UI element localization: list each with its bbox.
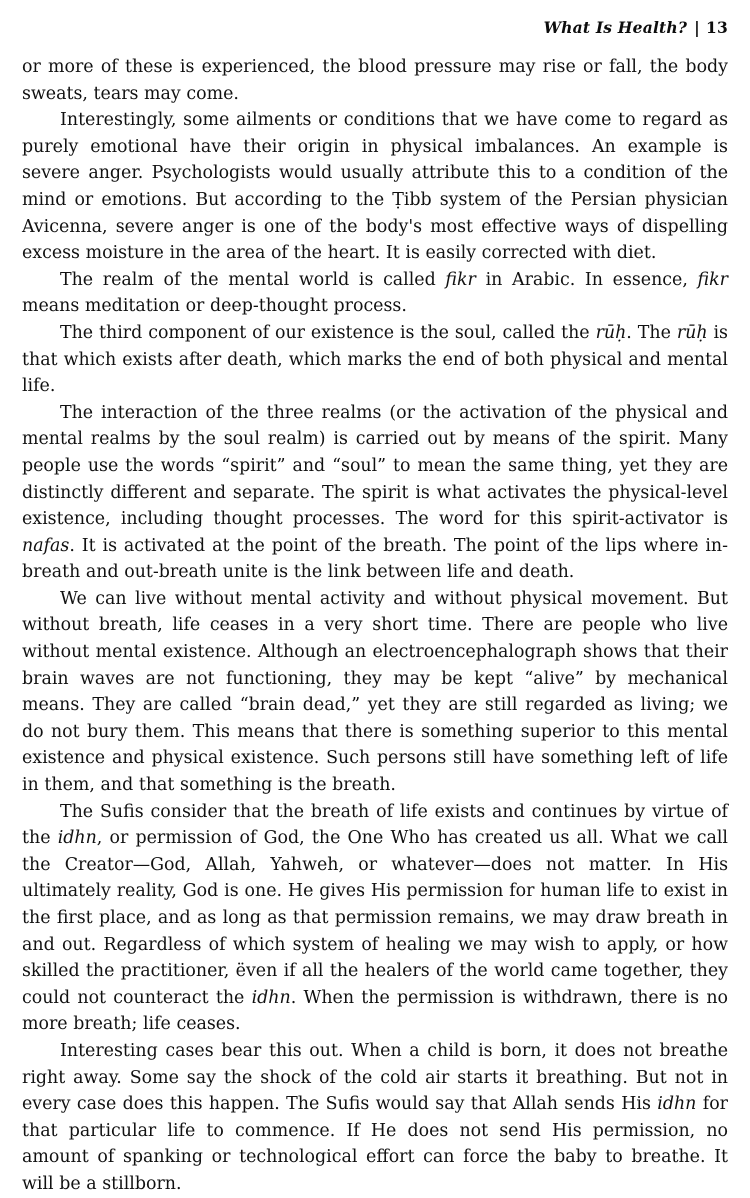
- italic-term: idhn: [57, 828, 97, 849]
- running-head: [22, 18, 728, 37]
- paragraph: The interaction of the three realms (or the activation of the physical and mental realms by the soul realm) is carried out by means of the spirit. Many people use the words “spirit” and “soul” to mean the same thing, yet they are distinctly different and separate. The spirit is what activates the physical-level existence, including thought processes. The word for this spirit-activator is nafas. It is activated at the point of the breath. The point of the lips where in-breath and out-breath unite is the link between life and death.: [22, 402, 728, 583]
- italic-term: nafas: [22, 535, 70, 556]
- paragraph: The third component of our existence is the soul, called the rūḥ. The rūḥ is that which exists after death, which marks the end of both physical and mental life.: [22, 322, 728, 397]
- body-text-block: [22, 54, 728, 1198]
- running-head-separator: |: [694, 18, 701, 37]
- paragraph: Interesting cases bear this out. When a child is born, it does not breathe right away. Some say the shock of the cold air starts it breathing. But not in every case does this happen. The Sufis would say that Allah sends His idhn for that particular life to commence. If He does not send His permission, no amount of spanking or technological effort can force the baby to breathe. It will be a stillborn.: [22, 1040, 728, 1194]
- paragraph: The Sufis consider that the breath of life exists and continues by virtue of the idhn, or permission of God, the One Who has created us all. What we call the Creator—God, Allah, Yahweh, or whatever—does not matter. In His ultimately reality, God is one. He gives His permission for human life to exist in the first place, and as long as that permission remains, we may draw breath in and out. Regardless of which system of healing we may wish to apply, or how skilled the practitioner, ëven if all the healers of the world came together, they could not counteract the idhn. When the permission is withdrawn, there is no more breath; life ceases.: [22, 801, 728, 1035]
- italic-term: fikr: [445, 269, 476, 290]
- running-head-title: What Is Health?: [543, 18, 688, 37]
- italic-term: idhn: [251, 987, 291, 1008]
- italic-term: rūḥ: [595, 322, 627, 343]
- paragraph: or more of these is experienced, the blood pressure may rise or fall, the body sweats, tears may come.: [22, 57, 728, 104]
- italic-term: idhn: [657, 1094, 697, 1115]
- paragraph: The realm of the mental world is called fikr in Arabic. In essence, fikr means meditation or deep-thought process.: [22, 269, 728, 317]
- paragraph: We can live without mental activity and without physical movement. But without breath, life ceases in a very short time. There are people who live without mental existence. Although an electroencephalograph shows that their brain waves are not functioning, they may be kept “alive” by mechanical means. They are called “brain dead,” yet they are still regarded as living; we do not bury them. This means that there is something superior to this mental existence and physical existence. Such persons still have something left of life in them, and that something is the breath.: [22, 588, 728, 796]
- page-number: 13: [706, 18, 728, 37]
- italic-term: fikr: [697, 269, 728, 290]
- paragraph: Interestingly, some ailments or conditions that we have come to regard as purely emotional have their origin in physical imbalances. An example is severe anger. Psychologists would usually attribute this to a condition of the mind or emotions. But according to the Ṭibb system of the Persian physician Avicenna, severe anger is one of the body's most effective ways of dispelling excess moisture in the area of the heart. It is easily corrected with diet.: [22, 110, 728, 264]
- italic-term: rūḥ: [676, 322, 708, 343]
